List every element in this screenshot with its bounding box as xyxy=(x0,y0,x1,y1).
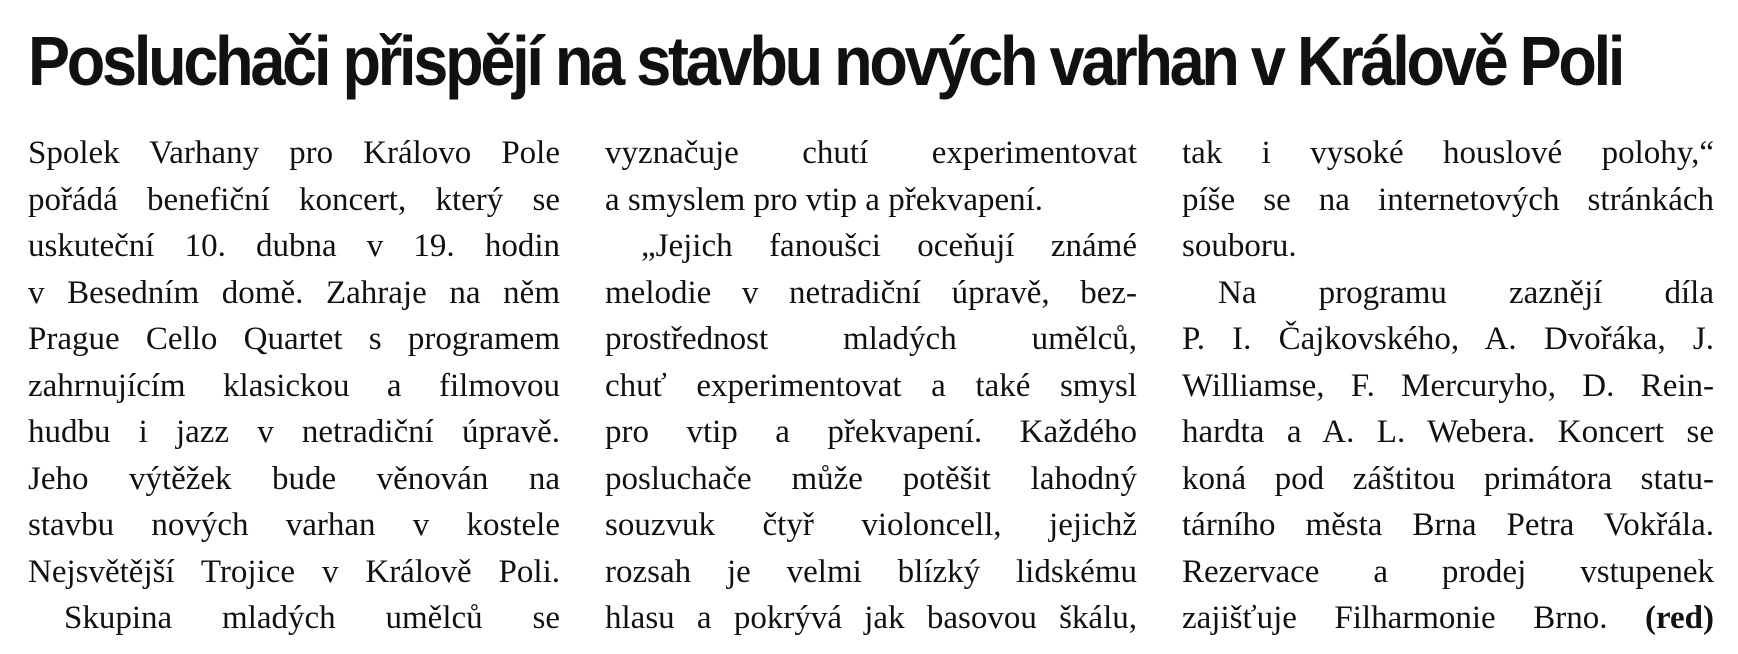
text-line: souzvuk čtyř violoncell, jejichž xyxy=(605,507,1137,543)
final-line xyxy=(1182,595,1714,642)
text-line: hardta a A. L. Webera. Koncert se xyxy=(1182,414,1714,450)
text-line: hlasu a pokrývá jak basovou škálu, xyxy=(605,600,1137,636)
text-line: Spolek Varhany pro Královo Pole xyxy=(28,135,560,171)
text-line: prostřednost mladých umělců, xyxy=(605,321,1137,357)
text-line: Jeho výtěžek bude věnován na xyxy=(28,460,560,497)
text-line: Rezervace a prodej vstupenek xyxy=(1182,553,1714,590)
author-signature: (red) xyxy=(1644,600,1715,636)
text-line: a smyslem pro vtip a překvapení. xyxy=(605,181,1044,218)
text-line: Nejsvětější Trojice v Králově Poli. xyxy=(28,553,560,590)
article-columns xyxy=(28,130,1714,642)
text-line: „Jejich fanoušci oceňují známé xyxy=(641,228,1137,264)
text-line: vyznačuje chutí experimentovat xyxy=(605,135,1137,171)
article xyxy=(28,18,1714,638)
column-3 xyxy=(1182,130,1714,642)
text-line: stavbu nových varhan v kostele xyxy=(28,507,560,543)
text-line: melodie v netradiční úpravě, bez- xyxy=(605,274,1137,311)
text-line: koná pod záštitou primátora statu- xyxy=(1182,460,1714,497)
text-line: v Besedním domě. Zahraje na něm xyxy=(28,274,560,311)
text-line: tak i vysoké houslové polohy,“ xyxy=(1182,135,1714,171)
text-line: hudbu i jazz v netradiční úpravě. xyxy=(28,414,560,450)
text-line: rozsah je velmi blízký lidskému xyxy=(605,553,1137,590)
text-line: souboru. xyxy=(1182,228,1297,264)
text-line: Prague Cello Quartet s programem xyxy=(28,321,560,357)
headline: Posluchači přispějí na stavbu nových varhan v Králově Poli xyxy=(28,22,1623,100)
column-1 xyxy=(28,130,560,642)
text-line-content: zajišťuje Filharmonie Brno. xyxy=(1182,600,1608,636)
text-line: Williamse, F. Mercuryho, D. Rein- xyxy=(1182,367,1714,404)
text-line: uskuteční 10. dubna v 19. hodin xyxy=(28,228,560,264)
text-line: zahrnujícím klasickou a filmovou xyxy=(28,367,560,404)
text-line: posluchače může potěšit lahodný xyxy=(605,460,1137,497)
column-2 xyxy=(605,130,1137,642)
text-line: Skupina mladých umělců se xyxy=(64,600,560,636)
text-line: tárního města Brna Petra Vokřála. xyxy=(1182,507,1714,543)
text-line: P. I. Čajkovského, A. Dvořáka, J. xyxy=(1182,321,1714,357)
text-line: pořádá benefiční koncert, který se xyxy=(28,181,560,218)
text-line: píše se na internetových stránkách xyxy=(1182,181,1714,218)
text-line: chuť experimentovat a také smysl xyxy=(605,367,1137,404)
text-line: Na programu zaznějí díla xyxy=(1218,274,1714,311)
text-line: pro vtip a překvapení. Každého xyxy=(605,414,1137,450)
